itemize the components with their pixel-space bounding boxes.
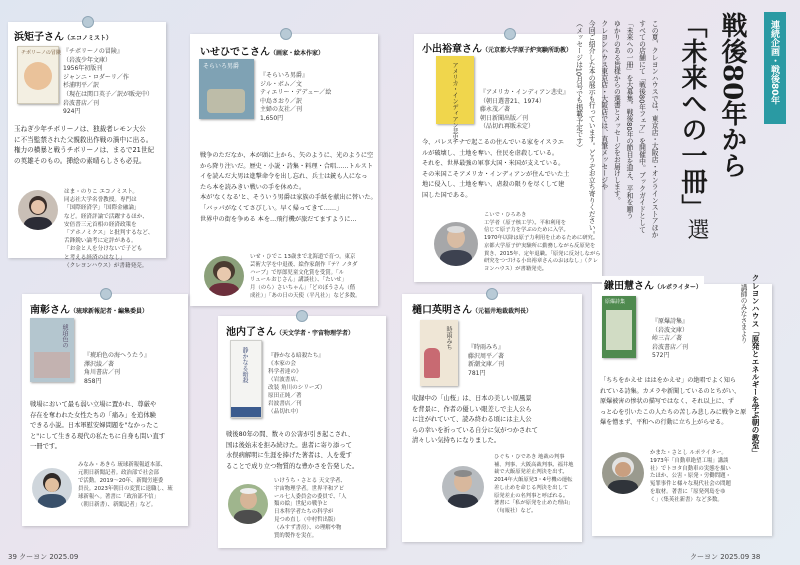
- pin-icon: [296, 310, 308, 322]
- book-cover: アメリカ・インディアン悲史: [436, 56, 474, 124]
- portrait-photo: [602, 452, 644, 494]
- essay-text: 戦争のただなか、本が頭に上から、矢のように、光のように空 から降り注いだ。歴史・小説・詩集・料理・合唱……トルスト イを読んだ大男は進撃命令を出し忘れ、兵士は銃も人になっ たら本を読みきい戦いの手を休めた。 本が'なくなる'と、そういう男爵は家族の手紙を献出に替いた。 「バッパがなくてさびしい。早く帰ってきて……」 世界中の街を争める 本を…飛行機が旅だてますように…: [200, 152, 377, 223]
- pin-icon: [82, 16, 94, 28]
- essay-text: 玉ねぎ少年チボリーノは、独裁者レモン大公 に不当監禁された父親救出作戦の渦中に出る。 権力の横暴と戦うチボリーノは、まるで21世紀 の英雄そのもの。挿絵の素晴らしさも必見。: [14, 125, 155, 165]
- course-label: クレヨンハウス「原発とエネルギーを学ぶ朝の教室」: [751, 274, 760, 457]
- essay-text: 今、パレスチナで起こるの住んでいる家をイスラエ ルが破壊し、土地を奪い、住民を虐殺している。 それを、世界最強の軍事大国・米国が支えている。 その米国こそアメリカ・インディアンが住んでいた土 地に侵入し、土地を奪い、虐殺の限りを尽くして建 国した国である。: [422, 139, 570, 199]
- person-name: 鎌田慧さん（ルポライター）: [602, 276, 704, 293]
- portrait-photo: [32, 468, 72, 508]
- book-info: 『原爆詩集』 （岩波文庫） 峠三吉／著 岩波書店／刊 572円: [652, 318, 689, 360]
- essay-text: 収録中の「山桜」は、日本の美しい原風景 を背景に、作者の優しい眼差しで主人公ら に注がれていて、読み終わる頃には主人公 らの幸いを祈っている自分に気がつかされて 清々しい気持ちになりました。: [412, 395, 538, 445]
- folio-right: クーヨン 2025.09 38: [690, 553, 761, 561]
- portrait-photo: [204, 256, 244, 296]
- portrait-photo: [434, 222, 478, 266]
- book-info: 『チボリーノの冒険』 （岩波少年文庫） 1956年初版刊 ジャンニ・ロダーリ／作 杉浦明平／訳 （現在は関口英子／訳が販売中） 岩波書店／刊 924円: [63, 48, 154, 116]
- person-name: 浜矩子さん（エコノミスト）: [14, 32, 113, 43]
- bio-text: ひぐち・ひであき 地裁の判事 補、判事、大阪高裁判事。福井地 裁で大飯原発差止判決を出す。 2014年大飯原発3・4号機の運転 差し止めを命じる判決を出して 原発差止の名判事と呼ばれる。 著書に「私が原発を止めた理由」 （旬報社）など。: [494, 454, 574, 514]
- person-name: 樋口英明さん（元福井地裁裁判長）: [412, 305, 533, 316]
- bio-text: こいで・ひろあき 工学者（原子核工学）。平和利用を 信じて原子力を学ぶのために入学。 1970年以降は原子力利用を止めるために研究。 京都大学原子炉実験所に勤務しながら反原発を 貫き、2015年、定年退職。「原発に反対しながら 研究をつづける小出裕章さんのおはなし」（クレ ヨンハウス）が書籍発売。: [484, 212, 601, 272]
- book-cover: 琥珀色の: [30, 318, 74, 382]
- book-info: 『そらいろ男爵』 ジル・ボム／文 ティエリー・デデュー／絵 中島さおり／訳 主婦の友社／刊 1,650円: [260, 72, 332, 122]
- bio-text: みなみ・あきら 琉球新報報道本部、 元朝日新聞記者。政治部で社会部 で活動。2019〜20年、新聞労連委 員長。2023年朝日の変質に退職し、琉 球新報へ。著書に「政治部不信」 （朝日新書）、新聞記者」など。: [78, 462, 173, 508]
- book-cover: 時雨みち: [420, 320, 458, 386]
- pin-icon: [486, 288, 498, 300]
- essay-text: 「ちちをかえせ ははをかえせ」の絶唱でよく知ら れている詩集。カメラや新聞しているのとちがい、 原爆被害の惨状の描写ではなく、それ以上に、ず っと心を引いたこの人たちの苦しみ悲しみに戦争と原 爆を憎まず、平和への行動に立ち上がらせる。: [600, 377, 747, 427]
- book-info: 『琥珀色の海へうたう』 澤沢綾／著 角川書店／刊 858円: [84, 352, 151, 385]
- book-cover: そらいろ男爵: [199, 59, 254, 119]
- card-minami: [22, 294, 188, 526]
- card-hama: [8, 22, 166, 269]
- pin-icon: [504, 28, 516, 40]
- pin-icon: [280, 28, 292, 40]
- card-ise: [190, 34, 378, 306]
- book-info: 『時雨みち』 藤沢周平／著 新潮文庫／刊 781円: [468, 344, 505, 377]
- bio-text: はま・のりこ エコノミスト。 同志社大学名誉教授。専門は 「国際経済学」「国際金融論」 など。経済評論で活躍するほか、 安倍晋三元首相の経済政策を 「アホノミクス」と批判するなど、 舌鋒鋭い論考に定評がある。 「お金と人を分けないで子ども と考える経済のはなし」 （クレヨンハウス）が書籍発売。: [64, 189, 154, 269]
- intro-text: この夏、クレヨンハウスでは、東京店・大阪店・オンラインストアほか すべての店舗にて「戦後80年フェア」を開催中。ブックガイドとして 「未来への一冊」を大募集。戦後80年の節目を迎え、平和を願う ゆかりのある皆様からの選書とメッセージをお届けします。 クレヨンハウス東京店・大阪店では、直筆メッセージや 今回ご紹介した本の展示も行っています。どうぞお立ち寄りください。 （メッセージは10月号でも掲載予定です）: [574, 20, 659, 238]
- book-info: 『静かなる暗殺たち』 《本家の会 科学者達の》 （岩波書店、 改装 角川のシリーズ） 原田正純／著 岩波書店／刊 （品切れ中）: [268, 353, 326, 415]
- person-name: 小出裕章さん（元京都大学原子炉実験所助教）: [422, 44, 573, 55]
- book-info: 『アメリカ・インディアン悲史』 （朝日選書21、1974） 藤永茂／著 朝日新聞出版／刊 （品切れ再販未定）: [480, 89, 569, 131]
- card-higuchi: [402, 294, 582, 542]
- portrait-photo: [18, 190, 58, 230]
- series-banner: 連続企画・戦後80年: [764, 12, 786, 124]
- essay-text: 戦場において最も弱い立場に置かれ、尊厳や 存在を奪われた女性たちの「痛み」を追体験 できる小説。日本軍慰安婦問題を"なかったこ と"にして生きる現代の私たちに自身も問い直す 一冊です。: [30, 401, 166, 451]
- book-cover: 原爆詩集: [602, 296, 636, 358]
- main-title-second-line: 「未来への一冊」 選: [677, 12, 709, 240]
- bio-text: かまた・さとし ルポライター。 1973年「自動車絶望工場」講談 社）でトヨタ自動車の実態を描い たほか、公害・原発・労働問題・ 冤罪事件と様々な現代社会の問題 を取材。著書に「原発列島をゆ く」（集英社新書）など多数。: [650, 450, 731, 503]
- pin-icon: [100, 288, 112, 300]
- book-cover: 静かなる暗殺: [230, 340, 262, 418]
- person-name: 南彰さん（琉球新報記者・編集委員）: [30, 305, 149, 316]
- card-ikeuchi: [218, 316, 386, 548]
- book-cover: チボリーノの冒険: [17, 46, 59, 104]
- portrait-photo: [442, 466, 484, 508]
- bio-text: いけうち・さとる 天文学者、 宇宙物理学者。世界平和アピ ール七人委員会の委員で、「人 類の絵」世紀の戦争と 日本科学者たちの科学が 見つめ直し（中村哲出版） （みすず書房）、の理解や物 質的製作を実在。: [274, 478, 347, 539]
- main-title: 戦後80年から: [717, 12, 747, 179]
- portrait-photo: [228, 484, 268, 524]
- essay-text: 戦後80年の間、数々の公害が引き起こされ、 国は後始末を拒み続けた。患者に寄り添って 水俣病解明に生涯を捧げた著者は、人を愛す ることで成り立つ物質的な豊かさを告発した。: [226, 431, 359, 470]
- folio-left: 39 クーヨン 2025.09: [8, 553, 79, 561]
- course-sub-label: 講師のみなさまより: [739, 284, 747, 344]
- person-name: いせひでこさん（画家・絵本作家）: [200, 47, 325, 58]
- bio-text: いせ・ひでこ 13歳まで北海道で育つ。東京 芸術大学を中退後、絵作家創作『テ？ノタダ ハーブ』で厚郎児童文化賞を受賞。「ル リュールおじさん」講談社）、「たいせ」 月（のら）さいちゃん」「どのぼうさん（偕 成社）」「あの日の天使（平凡社）」など多数。: [250, 254, 361, 299]
- person-name: 池内了さん（天文学者・宇宙物理学者）: [226, 327, 355, 338]
